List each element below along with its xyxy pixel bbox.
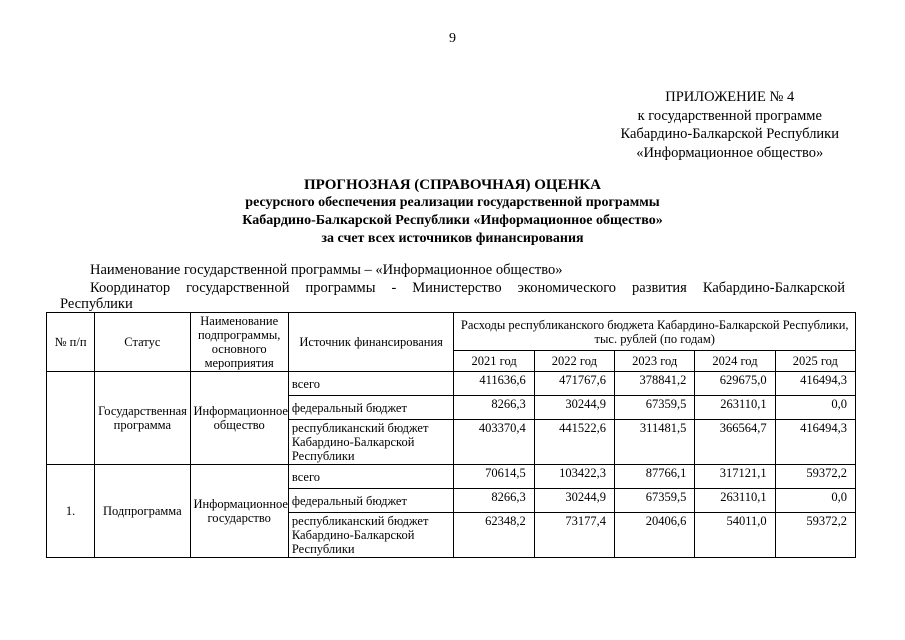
row-value: 67359,5 — [615, 489, 695, 513]
row-name: Информационное общество — [190, 372, 288, 465]
header-status: Статус — [95, 313, 190, 372]
row-value: 103422,3 — [534, 465, 614, 489]
row-num — [47, 372, 95, 465]
document-title — [0, 176, 905, 248]
row-source: республиканский бюджет Кабардино-Балкарской Республики — [288, 420, 454, 465]
appendix-line: «Информационное общество» — [636, 144, 824, 161]
row-value: 263110,1 — [695, 396, 775, 420]
program-name-line: Наименование государственной программы – «Информационное общество» — [90, 262, 563, 278]
header-year: 2023 год — [615, 351, 695, 372]
header-expenses: Расходы республиканского бюджета Кабардино-Балкарской Республики, тыс. рублей (по годам) — [454, 313, 856, 351]
row-value: 0,0 — [775, 489, 855, 513]
row-value: 471767,6 — [534, 372, 614, 396]
appendix-block — [620, 88, 839, 162]
table-row — [47, 465, 856, 489]
header-source: Источник финансирования — [288, 313, 454, 372]
table-row — [47, 372, 856, 396]
row-value: 317121,1 — [695, 465, 775, 489]
page-number: 9 — [449, 31, 456, 46]
row-value: 30244,9 — [534, 396, 614, 420]
appendix-line: к государственной программе — [637, 107, 822, 124]
row-value: 441522,6 — [534, 420, 614, 465]
row-value: 378841,2 — [615, 372, 695, 396]
row-value: 8266,3 — [454, 489, 534, 513]
header-year: 2024 год — [695, 351, 775, 372]
row-value: 629675,0 — [695, 372, 775, 396]
row-status: Подпрограмма — [95, 465, 190, 558]
row-source: федеральный бюджет — [288, 396, 454, 420]
title-line: ресурсного обеспечения реализации государственной программы — [245, 195, 660, 210]
funding-table — [46, 312, 856, 558]
row-value: 67359,5 — [615, 396, 695, 420]
row-value: 403370,4 — [454, 420, 534, 465]
title-line: ПРОГНОЗНАЯ (СПРАВОЧНАЯ) ОЦЕНКА — [304, 177, 601, 193]
row-source: республиканский бюджет Кабардино-Балкарской Республики — [288, 513, 454, 558]
row-name: Информационное государство — [190, 465, 288, 558]
row-num: 1. — [47, 465, 95, 558]
row-value: 8266,3 — [454, 396, 534, 420]
header-year: 2021 год — [454, 351, 534, 372]
row-value: 311481,5 — [615, 420, 695, 465]
header-num: № п/п — [47, 313, 95, 372]
table-header-row — [47, 313, 856, 351]
row-value: 366564,7 — [695, 420, 775, 465]
row-source: всего — [288, 465, 454, 489]
header-year: 2025 год — [775, 351, 855, 372]
appendix-line: Кабардино-Балкарской Республики — [620, 126, 839, 142]
title-line: за счет всех источников финансирования — [321, 231, 584, 246]
row-value: 59372,2 — [775, 465, 855, 489]
row-value: 87766,1 — [615, 465, 695, 489]
row-value: 54011,0 — [695, 513, 775, 558]
row-value: 0,0 — [775, 396, 855, 420]
row-value: 416494,3 — [775, 372, 855, 396]
row-source: всего — [288, 372, 454, 396]
coordinator-line-continuation: Республики — [60, 296, 133, 312]
header-year: 2022 год — [534, 351, 614, 372]
row-value: 30244,9 — [534, 489, 614, 513]
coordinator-line: Координатор государственной программы - Министерство экономического развития Кабардино-Балкарской — [90, 280, 845, 296]
row-value: 411636,6 — [454, 372, 534, 396]
row-value: 59372,2 — [775, 513, 855, 558]
row-value: 70614,5 — [454, 465, 534, 489]
row-status: Государственная программа — [95, 372, 190, 465]
row-value: 263110,1 — [695, 489, 775, 513]
row-value: 20406,6 — [615, 513, 695, 558]
appendix-line: ПРИЛОЖЕНИЕ № 4 — [665, 89, 795, 105]
title-line: Кабардино-Балкарской Республики «Информационное общество» — [242, 213, 663, 228]
row-value: 416494,3 — [775, 420, 855, 465]
row-value: 73177,4 — [534, 513, 614, 558]
row-source: федеральный бюджет — [288, 489, 454, 513]
row-value: 62348,2 — [454, 513, 534, 558]
header-name: Наименование подпрограммы, основного мероприятия — [190, 313, 288, 372]
